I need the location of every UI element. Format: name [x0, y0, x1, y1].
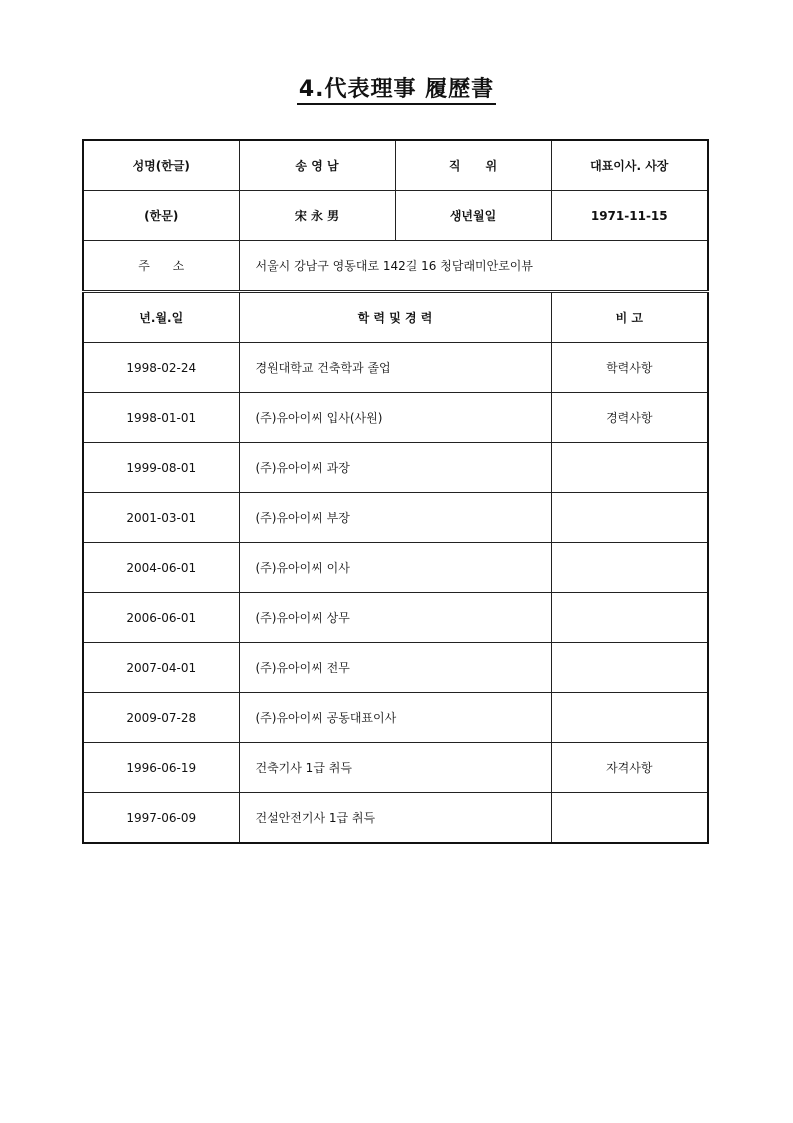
history-date: 2009-07-28 [83, 693, 239, 743]
history-date: 1998-02-24 [83, 343, 239, 393]
profile-row-address [83, 241, 708, 292]
history-content: (주)유아이씨 부장 [239, 493, 551, 543]
history-note [551, 643, 708, 693]
history-row [83, 493, 708, 543]
history-note [551, 543, 708, 593]
history-row [83, 393, 708, 443]
history-row [83, 693, 708, 743]
history-date: 2001-03-01 [83, 493, 239, 543]
history-note [551, 693, 708, 743]
history-header-content: 학 력 및 경 력 [239, 292, 551, 343]
birth-value: 1971-11-15 [551, 191, 708, 241]
history-date: 1999-08-01 [83, 443, 239, 493]
history-row [83, 643, 708, 693]
history-content: (주)유아이씨 전무 [239, 643, 551, 693]
history-content: 건설안전기사 1급 취득 [239, 793, 551, 844]
history-content: (주)유아이씨 상무 [239, 593, 551, 643]
history-content: (주)유아이씨 이사 [239, 543, 551, 593]
history-note: 자격사항 [551, 743, 708, 793]
history-header-row [83, 292, 708, 343]
history-row [83, 443, 708, 493]
address-label: 주 소 [83, 241, 239, 292]
address-value: 서울시 강남구 영동대로 142길 16 청담래미안로이뷰 [239, 241, 708, 292]
birth-label: 생년월일 [395, 191, 551, 241]
history-note [551, 793, 708, 844]
name-kor-label: 성명(한글) [83, 140, 239, 191]
history-row [83, 543, 708, 593]
resume-table [82, 139, 709, 844]
history-row [83, 593, 708, 643]
history-date: 2006-06-01 [83, 593, 239, 643]
history-content: (주)유아이씨 입사(사원) [239, 393, 551, 443]
history-row [83, 793, 708, 844]
page-title [0, 72, 793, 103]
page-title-text: 4.代表理事 履歷書 [297, 77, 496, 105]
name-hanja-label: (한문) [83, 191, 239, 241]
history-date: 2007-04-01 [83, 643, 239, 693]
history-content: 건축기사 1급 취득 [239, 743, 551, 793]
history-note [551, 443, 708, 493]
history-body [83, 343, 708, 844]
history-note [551, 593, 708, 643]
position-value: 대표이사. 사장 [551, 140, 708, 191]
history-content: (주)유아이씨 과장 [239, 443, 551, 493]
history-date: 1996-06-19 [83, 743, 239, 793]
profile-row-hanja [83, 191, 708, 241]
history-content: (주)유아이씨 공동대표이사 [239, 693, 551, 743]
history-content: 경원대학교 건축학과 졸업 [239, 343, 551, 393]
name-kor-value: 송 영 남 [239, 140, 395, 191]
history-row [83, 343, 708, 393]
history-row [83, 743, 708, 793]
history-date: 2004-06-01 [83, 543, 239, 593]
profile-row-name [83, 140, 708, 191]
history-header-date: 년.월.일 [83, 292, 239, 343]
history-header-note: 비 고 [551, 292, 708, 343]
history-note: 경력사항 [551, 393, 708, 443]
position-label: 직 위 [395, 140, 551, 191]
history-note [551, 493, 708, 543]
name-hanja-value: 宋 永 男 [239, 191, 395, 241]
history-note: 학력사항 [551, 343, 708, 393]
history-date: 1998-01-01 [83, 393, 239, 443]
history-date: 1997-06-09 [83, 793, 239, 844]
